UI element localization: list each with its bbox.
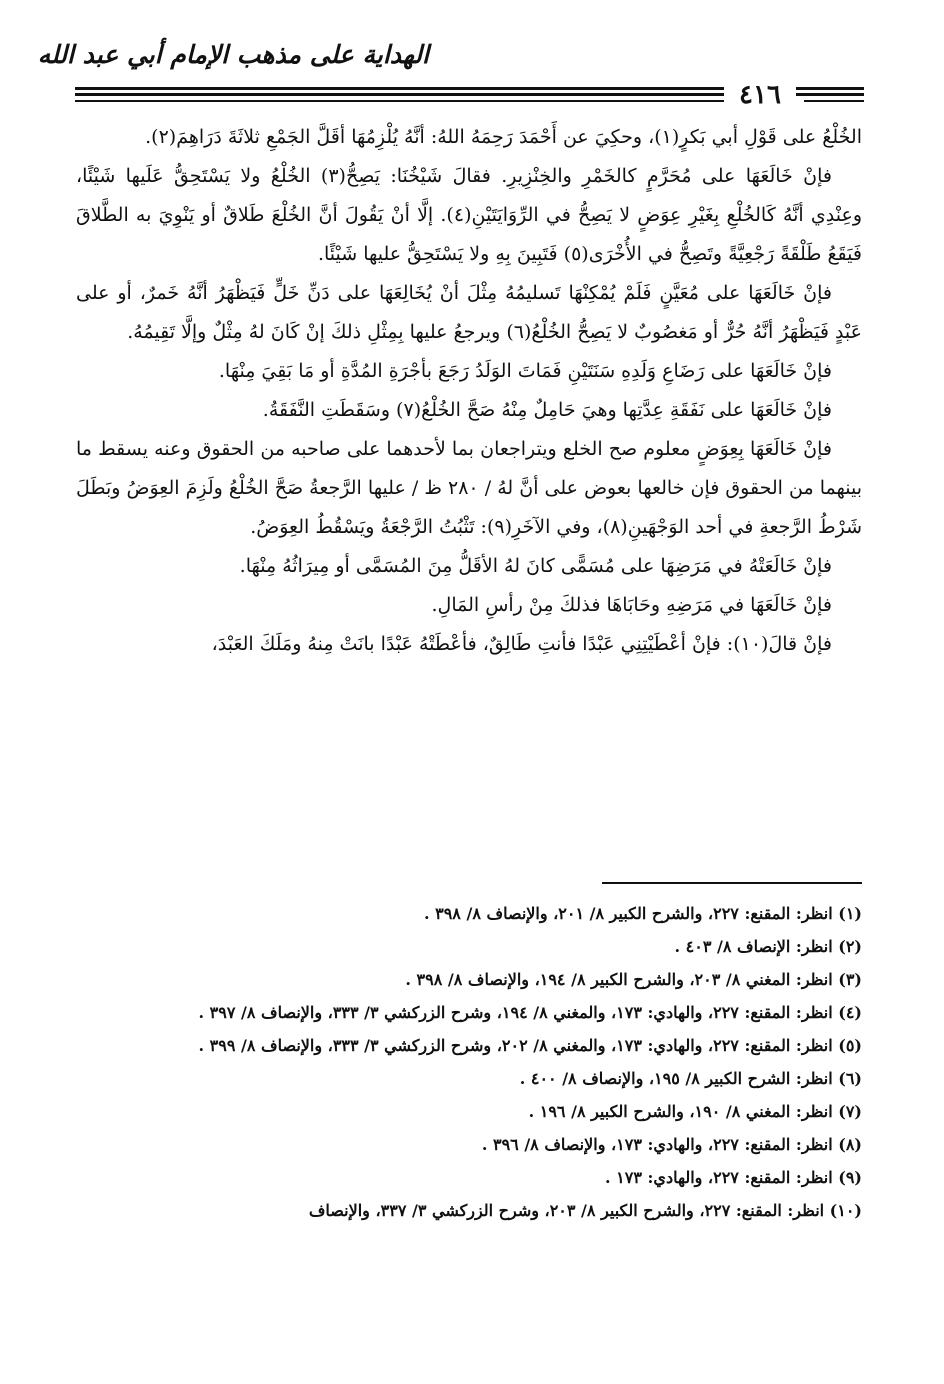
footnote: (٧) انظر: المغني ٨/ ١٩٠، والشرح الكبير ٨/ ١٩٦ .: [528, 1102, 862, 1121]
footnote-separator: [602, 882, 862, 884]
main-text: [76, 118, 862, 664]
paragraph: فإنْ خَالَعَتْهُ في مَرَضِهَا على مُسَمًّى كانَ لهُ الأقَلُّ مِنَ المُسَمَّى أو مِيرَاثُهُ مِنْهَا.: [239, 555, 832, 577]
footnotes: [76, 900, 862, 1230]
paragraph: فإنْ خَالَعَهَا على رَضَاعِ وَلَدِهِ سَنَتَيْنِ فَمَاتَ الوَلَدُ رَجَعَ بأجْرَةِ المُدَّةِ أو مَا بَقِيَ مِنْهَا.: [218, 360, 832, 382]
header-rule-bottom-right: [804, 100, 864, 102]
footnote: (٦) انظر: الشرح الكبير ٨/ ١٩٥، والإنصاف ٨/ ٤٠٠ .: [519, 1069, 862, 1088]
footnote: (٥) انظر: المقنع: ٢٢٧، والهادي: ١٧٣، والمغني ٨/ ٢٠٢، وشرح الزركشي ٣/ ٣٣٣، والإنصاف ٨/ ٣٩٩ .: [198, 1036, 862, 1055]
paragraph: فإنْ خَالَعَهَا بِعِوَضٍ معلوم صح الخلع ويتراجعان بما لأحدهما على صاحبه من الحقوق وعنه يسقط ما بينهما من الحقوق فإن خالعها بعوض على أنَّ لهُ / ٢٨٠ ظ / عليها الرَّجعةُ صَحَّ الخُلْعُ ولَزِمَ العِوَضُ وبَطَلَ شَرْطُ الرَّجعةِ في أحد الوَجْهَينِ(٨)، وفي الآخَرِ(٩): تَثْبُتُ الرَّجْعَةُ ويَسْقُطُ العِوَضُ.: [76, 438, 862, 538]
paragraph: فإنْ خَالَعَهَا على مُحَرَّمٍ كالخَمْرِ والخِنْزِيرِ. فقالَ شَيْخُنَا: يَصِحُّ(٣) الخُلْعُ ولا يَسْتَحِقُّ عَلَيها شَيْئًا، وعِنْدِي أنَّهُ كَالخُلْعِ بِغَيْرِ عِوَضٍ لا يَصِحُّ في الرِّوَايَتَيْنِ(٤). إلَّا أنْ يَقُولَ أنَّ الخُلْعَ طَلاقٌ أو يَنْوِيَ به الطَّلاقَ فَيَقَعُ طَلْقَةً رَجْعِيَّةً وتَصِحُّ في الأُخْرَى(٥) فَتَبِينَ بِهِ ولا يَسْتَحِقُّ عليها شَيْئًا.: [76, 165, 862, 265]
paragraph: فإنْ خَالَعَهَا على مُعَيَّنٍ فَلَمْ يُمْكِنْهَا تَسليمُهُ مِثْلَ أنْ يُخَالِعَهَا على دَنِّ خَلٍّ فَيَظْهَرُ أنَّهُ خَمرٌ، أو على عَبْدٍ فَيَظْهَرُ أنَّهُ حُرٌّ أو مَغصُوبٌ لا يَصِحُّ الخُلْعُ(٦) ويرجعُ عليها بِمِثْلِ ذلكَ إنْ كَانَ لهُ مِثْلٌ وإلَّا تَقِيمُهُ.: [76, 282, 862, 343]
footnote: (٢) انظر: الإنصاف ٨/ ٤٠٣ .: [674, 937, 862, 956]
footnote: (٨) انظر: المقنع: ٢٢٧، والهادي: ١٧٣، والإنصاف ٨/ ٣٩٦ .: [481, 1135, 862, 1154]
page-number: ٤١٦: [724, 80, 796, 110]
footnote: (٩) انظر: المقنع: ٢٢٧، والهادي: ١٧٣ .: [605, 1168, 862, 1187]
paragraph: فإنْ خَالَعَهَا في مَرَضِهِ وحَابَاهَا فذلكَ مِنْ رأسِ المَالِ.: [431, 594, 832, 616]
paragraph: فإنْ خَالَعَهَا على نَفَقَةِ عِدَّتِها وهيَ حَامِلٌ مِنْهُ صَحَّ الخُلْعُ(٧) وسَقَطَتِ النَّفَقَةُ.: [262, 399, 832, 421]
footnote: (١) انظر: المقنع: ٢٢٧، والشرح الكبير ٨/ ٢٠١، والإنصاف ٨/ ٣٩٨ .: [423, 904, 862, 923]
paragraph: فإنْ قالَ(١٠): فإنْ أعْطَيْتِنِي عَبْدًا فأنتِ طَالِقٌ، فأعْطَتْهُ عَبْدًا بانَتْ مِنهُ ومَلَكَ العَبْدَ،: [211, 633, 832, 655]
footnote: (٣) انظر: المغني ٨/ ٢٠٣، والشرح الكبير ٨/ ١٩٤، والإنصاف ٨/ ٣٩٨ .: [405, 970, 862, 989]
running-header-title: الهداية على مذهب الإمام أبي عبد الله: [37, 40, 429, 69]
footnote: (٤) انظر: المقنع: ٢٢٧، والهادي: ١٧٣، والمغني ٨/ ١٩٤، وشرح الزركشي ٣/ ٣٣٣، والإنصاف ٨/ ٣٩٧ .: [198, 1003, 862, 1022]
header-rule-bottom-left: [75, 100, 745, 102]
paragraph: الخُلْعُ على قَوْلِ أبي بَكرٍ(١)، وحكِيَ عن أَحْمَدَ رَحِمَهُ اللهُ: أنَّهُ يُلْزِمُهَا أقَلَّ الجَمْعِ ثلاثَةَ دَرَاهِمَ(٢).: [145, 126, 862, 148]
footnote: (١٠) انظر: المقنع: ٢٢٧، والشرح الكبير ٨/ ٢٠٣، وشرح الزركشي ٣/ ٣٣٧، والإنصاف: [308, 1201, 862, 1220]
